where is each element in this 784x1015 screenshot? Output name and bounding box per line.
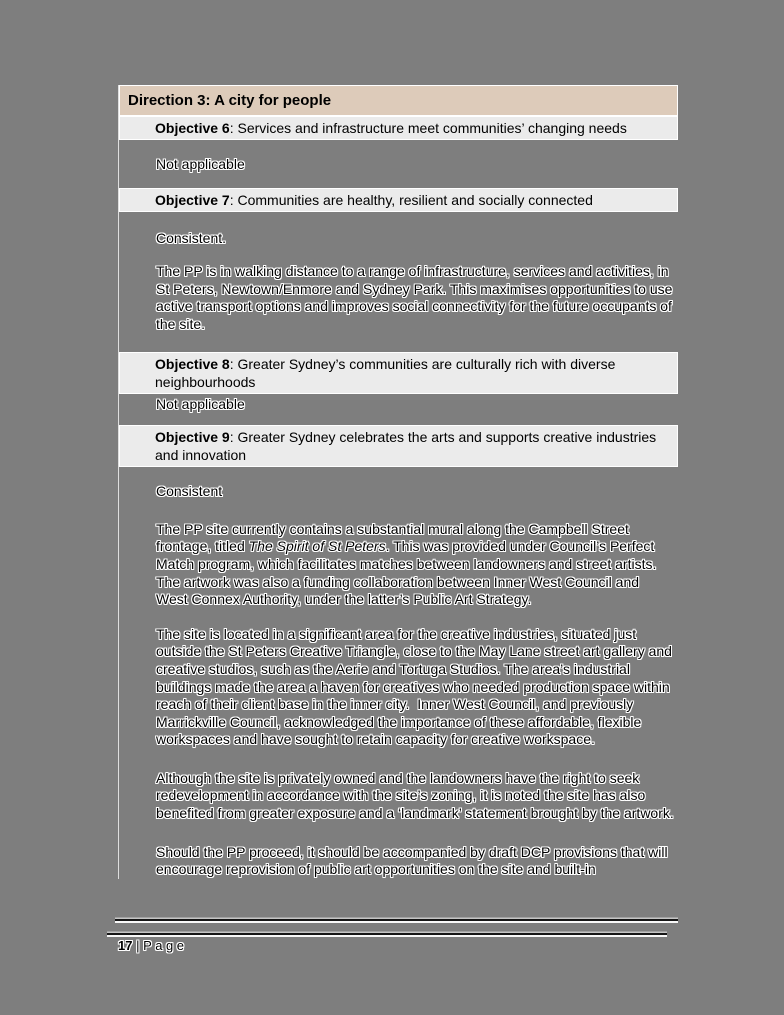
page-footer bbox=[118, 938, 187, 954]
objective-9-paragraph-4: Should the PP proceed, it should be accompanied by draft DCP provisions that will encourage reprovision of public art opportunities on the site and built-in bbox=[156, 843, 672, 878]
objective-9-paragraph-3: Although the site is privately owned and the landowners have the right to seek redevelopment in accordance with the site’s zoning, it is noted the site has also benefited from greater exposure and a ‘landmark’ statement brought by the artwork. bbox=[156, 769, 674, 822]
objective-7-text: : Communities are healthy, resilient and socially connected bbox=[229, 191, 593, 208]
footer-divider: | bbox=[132, 938, 144, 953]
objective-6-assessment: Not applicable bbox=[156, 156, 245, 172]
objective-6-row bbox=[119, 116, 678, 140]
artwork-title: The Spirit of St Peters bbox=[248, 538, 386, 555]
page-number: 17 bbox=[118, 938, 133, 953]
objective-7-row bbox=[119, 188, 678, 212]
objective-9-paragraph-2: The site is located in a significant area for the creative industries, situated just outside the St Peters Creative Triangle, close to the May Lane street art gallery and creative studios, such as the Aerie and Tortuga Studios. The area’s industrial buildings made the area a haven for creatives who needed production space within reach of their client base in the inner city. Inner West Council, and previously Marrickville Council, acknowledged the importance of these affordable, flexible workspaces and have sought to retain capacity for creative workspace. bbox=[156, 625, 676, 748]
footer-rule-top bbox=[115, 919, 678, 921]
objective-8-text: : Greater Sydney’s communities are culturally rich with diverse neighbourhoods bbox=[155, 355, 616, 390]
objective-9-paragraph-1 bbox=[156, 521, 674, 609]
paragraph-1-lead: The PP site currently contains a substantial mural along the Campbell Street frontage, titled bbox=[156, 520, 633, 555]
objective-9-assessment: Consistent bbox=[156, 483, 223, 500]
direction-header-row bbox=[119, 85, 678, 116]
objective-9-text: : Greater Sydney celebrates the arts and supports creative industries and innovation bbox=[155, 429, 657, 464]
objective-6-label: Objective 6 bbox=[155, 120, 230, 136]
objective-7-assessment: Consistent. bbox=[156, 229, 227, 246]
objective-9-row bbox=[119, 425, 678, 467]
objective-6-text: : Services and infrastructure meet communities’ changing needs bbox=[229, 120, 627, 136]
footer-rule-bottom bbox=[107, 933, 667, 935]
objective-8-label: Objective 8 bbox=[155, 355, 230, 372]
assessment-table bbox=[118, 85, 678, 879]
direction-header-title: Direction 3: A city for people bbox=[128, 92, 332, 109]
page-word: Page bbox=[143, 938, 188, 953]
objective-8-assessment: Not applicable bbox=[156, 395, 245, 412]
objective-9-label: Objective 9 bbox=[155, 429, 230, 446]
objective-7-paragraph: The PP is in walking distance to a range of infrastructure, services and activities, in St Peters, Newtown/Enmore and Sydney Park. This maximises opportunities to use active transport options and improves social connectivity for the future occupants of the site. bbox=[156, 263, 677, 332]
paragraph-1-tail: . This was provided under Council’s Perfect Match program, which facilitates matches between landowners and street artists. The artwork was also a funding collaboration between Inner West Council and West Connex Authority, under the latter’s Public Art Strategy. bbox=[156, 538, 660, 608]
objective-7-label: Objective 7 bbox=[155, 191, 230, 208]
objective-8-row bbox=[119, 352, 678, 394]
